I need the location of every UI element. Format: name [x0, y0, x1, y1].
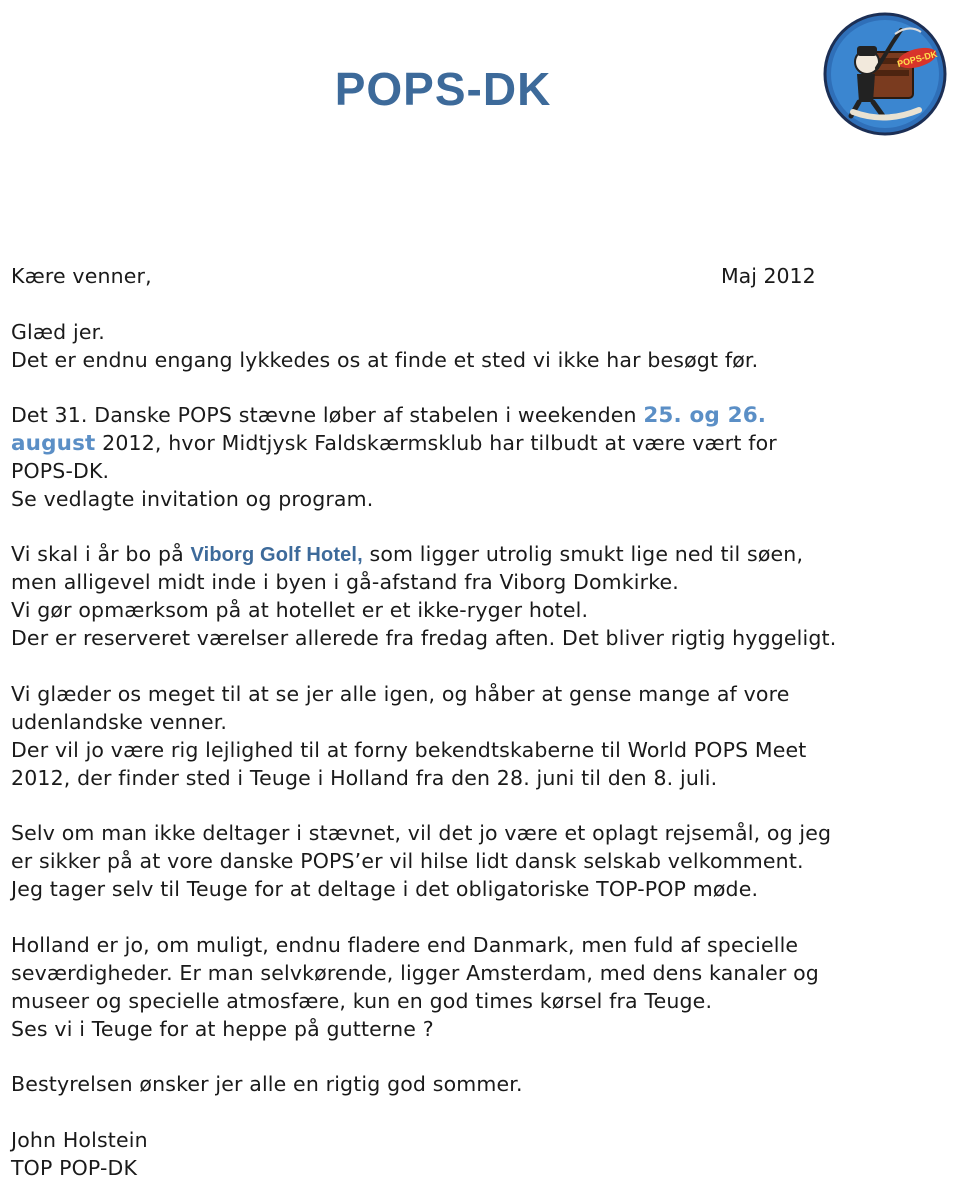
text-line: 2012, der finder sted i Teuge i Holland fra den 28. juni til den 8. juli.: [11, 766, 718, 790]
svg-text:POPS-DK: POPS-DK: [896, 48, 939, 70]
highlight-dates: 25. og 26.: [643, 403, 767, 428]
text-line: Der er reserveret værelser allerede fra fredag aften. Det bliver rigtig hyggeligt.: [11, 626, 837, 650]
text-line: Vi skal i år bo på Viborg Golf Hotel, som ligger utrolig smukt lige ned til søen,: [11, 542, 804, 566]
text-line: Se vedlagte invitation og program.: [11, 487, 374, 511]
text-line: Det er endnu engang lykkedes os at finde et sted vi ikke har besøgt før.: [11, 348, 759, 372]
text-line: Selv om man ikke deltager i stævnet, vil det jo være et oplagt rejsemål, og jeg: [11, 821, 832, 845]
text-line: Jeg tager selv til Teuge for at deltage i det obligatoriske TOP-POP møde.: [11, 877, 759, 901]
pops-dk-logo: [823, 12, 947, 136]
text-line: Ses vi i Teuge for at heppe på gutterne ?: [11, 1017, 434, 1041]
signature-title: TOP POP-DK: [11, 1156, 138, 1180]
text-line: seværdigheder. Er man selvkørende, ligger Amsterdam, med dens kanaler og: [11, 961, 819, 985]
closing-line: Bestyrelsen ønsker jer alle en rigtig god sommer.: [11, 1072, 523, 1096]
text-line: Vi glæder os meget til at se jer alle igen, og håber at gense mange af vore: [11, 682, 790, 706]
text-line: POPS-DK.: [11, 459, 110, 483]
text-line: Vi gør opmærksom på at hotellet er et ikke-ryger hotel.: [11, 598, 589, 622]
text-line: men alligevel midt inde i byen i gå-afstand fra Viborg Domkirke.: [11, 570, 679, 594]
highlight-month: august: [11, 431, 96, 456]
text-line: Glæd jer.: [11, 320, 105, 344]
text-line: museer og specielle atmosfære, kun en god times kørsel fra Teuge.: [11, 989, 713, 1013]
letter-date: Maj 2012: [721, 264, 816, 288]
text-line: Det 31. Danske POPS stævne løber af stabelen i weekenden 25. og 26.: [11, 403, 767, 428]
hotel-name: Viborg Golf Hotel,: [190, 544, 363, 566]
page-title: POPS-DK: [334, 63, 552, 115]
text-line: er sikker på at vore danske POPS’er vil hilse lidt dansk selskab velkomment.: [11, 849, 804, 873]
text-line: udenlandske venner.: [11, 710, 228, 734]
salutation: Kære venner,: [11, 264, 152, 288]
text-line: Der vil jo være rig lejlighed til at forny bekendtskaberne til World POPS Meet: [11, 738, 807, 762]
text-line: august 2012, hvor Midtjysk Faldskærmsklub har tilbudt at være vært for: [11, 431, 777, 456]
signature-name: John Holstein: [11, 1128, 148, 1152]
text-line: Holland er jo, om muligt, endnu fladere end Danmark, men fuld af specielle: [11, 933, 799, 957]
